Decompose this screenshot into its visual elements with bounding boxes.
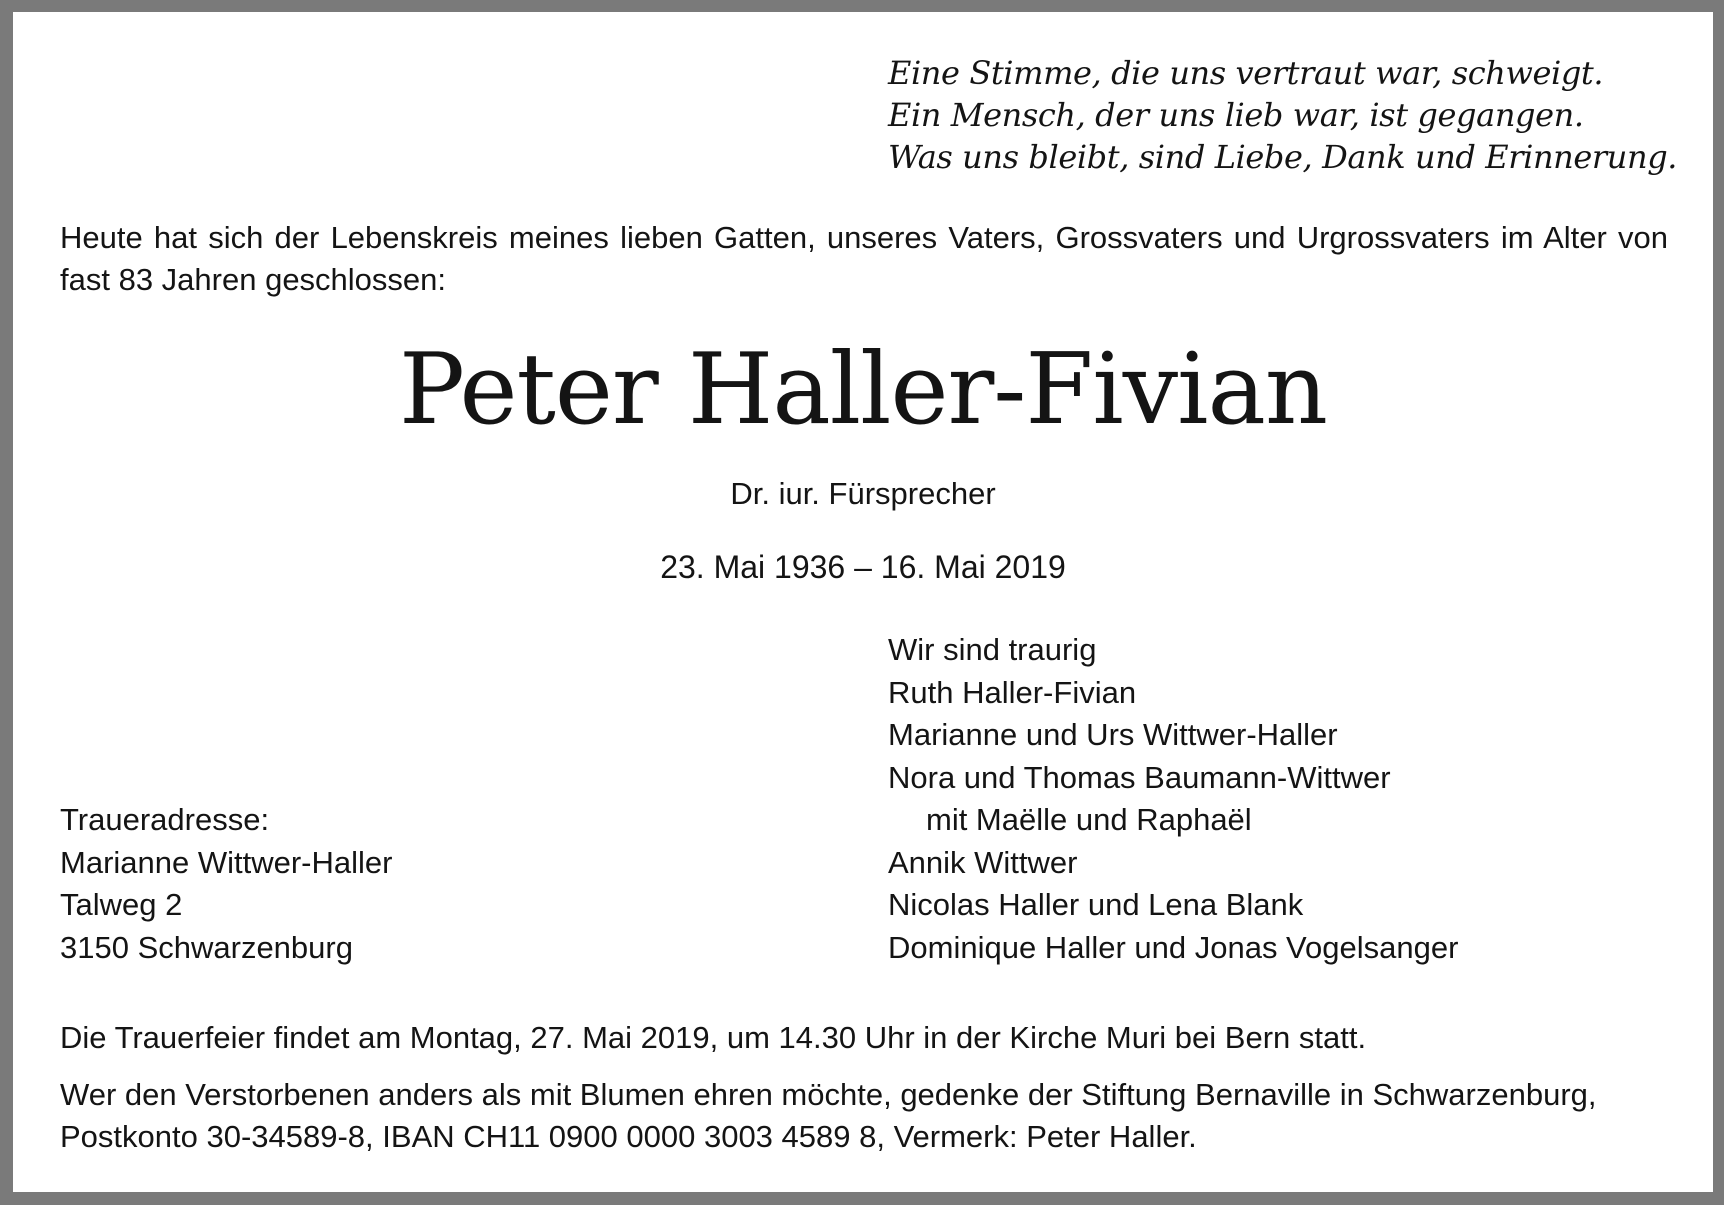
donation-line: Wer den Verstorbenen anders als mit Blumen ehren möchte, gedenke der Stiftung Bernaville in Schwarzenburg, bbox=[60, 1077, 1597, 1112]
motto-verse bbox=[888, 52, 1677, 178]
mourning-address bbox=[60, 799, 392, 969]
mourner-entry: Dominique Haller und Jonas Vogelsanger bbox=[888, 929, 1459, 965]
life-dates: 23. Mai 1936 – 16. Mai 2019 bbox=[660, 549, 1066, 585]
deceased-title: Dr. iur. Fürsprecher bbox=[730, 476, 996, 511]
obituary-notice bbox=[13, 12, 1713, 1192]
motto-line: Was uns bleibt, sind Liebe, Dank und Erinnerung. bbox=[888, 138, 1678, 176]
address-name: Marianne Wittwer-Haller bbox=[60, 844, 393, 880]
mourners-heading: Wir sind traurig bbox=[888, 632, 1097, 667]
mourner-entry: Annik Wittwer bbox=[888, 844, 1078, 880]
mourner-entry: mit Maëlle und Raphaël bbox=[926, 802, 1252, 837]
mourners-list bbox=[888, 629, 1458, 969]
deceased-name: Peter Haller-Fivian bbox=[398, 333, 1328, 447]
mourner-entry: Marianne und Urs Wittwer-Haller bbox=[888, 717, 1338, 752]
ceremony-info: Die Trauerfeier findet am Montag, 27. Mai 2019, um 14.30 Uhr in der Kirche Muri bei Bern statt. bbox=[60, 1020, 1367, 1055]
address-city: 3150 Schwarzenburg bbox=[60, 929, 353, 965]
mourner-entry: Ruth Haller-Fivian bbox=[888, 674, 1137, 710]
donation-info bbox=[60, 1074, 1597, 1158]
address-label: Traueradresse: bbox=[60, 802, 270, 837]
donation-line: Postkonto 30-34589-8, IBAN CH11 0900 0000 3003 4589 8, Vermerk: Peter Haller. bbox=[60, 1119, 1197, 1154]
address-street: Talweg 2 bbox=[60, 887, 183, 922]
mourner-entry: Nora und Thomas Baumann-Wittwer bbox=[888, 759, 1391, 795]
mourner-entry: Nicolas Haller und Lena Blank bbox=[888, 887, 1304, 922]
motto-line: Ein Mensch, der uns lieb war, ist gegangen. bbox=[888, 96, 1584, 134]
motto-line: Eine Stimme, die uns vertraut war, schweigt. bbox=[888, 54, 1604, 92]
intro-text: Heute hat sich der Lebenskreis meines lieben Gatten, unseres Vaters, Grossvaters und Urgrossvaters im Alter von fast 83 Jahren geschlossen: bbox=[60, 220, 1668, 297]
